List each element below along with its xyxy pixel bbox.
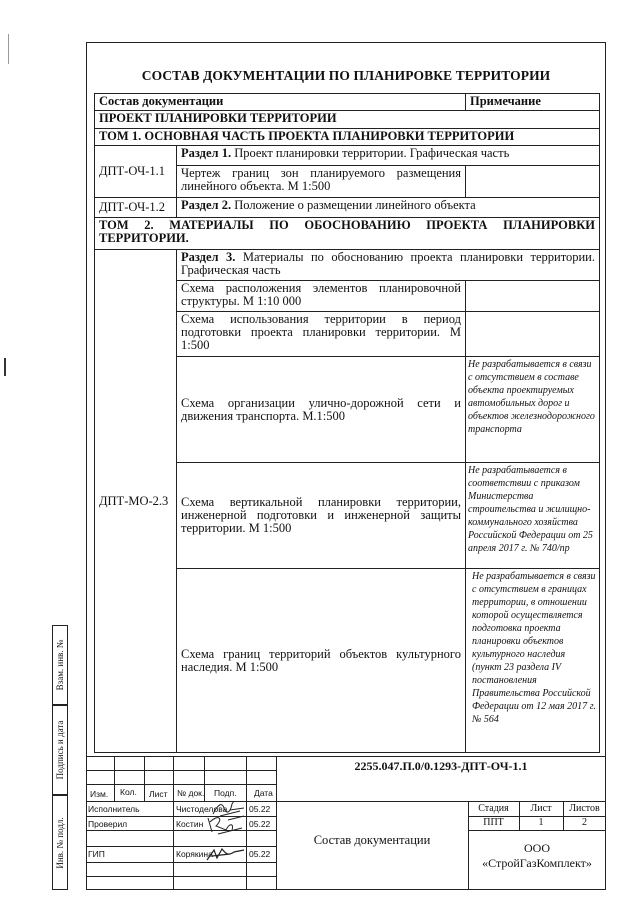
- page-title: СОСТАВ ДОКУМЕНТАЦИИ ПО ПЛАНИРОВКЕ ТЕРРИТОРИИ: [141, 68, 551, 83]
- tom2-heading: ТОМ 2. МАТЕРИАЛЫ ПО ОБОСНОВАНИЮ ПРОЕКТА ПЛАНИРОВКИ ТЕРРИТОРИИ.: [95, 218, 600, 250]
- section-heading: [177, 146, 600, 166]
- signature-2: [204, 812, 246, 836]
- section-text: Положение о размещении линейного объекта: [234, 198, 476, 212]
- stamp-role: Исполнитель: [88, 804, 140, 814]
- section-text: Проект планировки территории. Графическая часть: [234, 146, 510, 160]
- stage-value: ППТ: [483, 817, 504, 828]
- section-label: Раздел 1.: [181, 146, 232, 160]
- stamp-header: Подп.: [214, 788, 237, 798]
- section-label: Раздел 2.: [181, 198, 232, 212]
- organization-name: «СтройГазКомплект»: [482, 856, 592, 870]
- doc-code: ДПТ-ОЧ-1.2: [95, 198, 177, 218]
- doc-item-note: [466, 166, 600, 198]
- doc-item: Чертеж границ зон планируемого размещения линейного объекта. М 1:500: [177, 166, 466, 198]
- stage-label: Стадия: [478, 803, 509, 814]
- doc-item: Схема использования территории в период подготовки проекта планировки территории. М 1:500: [177, 312, 466, 357]
- stamp-header: № док.: [177, 788, 205, 798]
- side-field-podp: [52, 705, 68, 795]
- doc-item: Схема организации улично-дорожной сети и движения транспорта. М.1:500: [177, 357, 466, 463]
- section-heading: [177, 250, 600, 281]
- stamp-date: 05.22: [249, 804, 271, 814]
- side-label-vzam: Взам. инв. №: [55, 639, 65, 691]
- doc-item-note: Не разрабатывается в связи с отсутствием в составе объекта проектируемых автомобильных дорог и объектов железнодорожного транспорта: [466, 357, 600, 463]
- sheet-label: Лист: [530, 803, 552, 814]
- sheets-value: 2: [582, 817, 587, 828]
- margin-mark: [4, 358, 6, 376]
- stamp-person: Костин: [176, 819, 204, 829]
- document-name: Состав документации: [313, 833, 431, 847]
- doc-item: Схема границ территорий объектов культурного наследия. М 1:500: [177, 569, 466, 753]
- stamp-person: Корякина: [176, 849, 213, 859]
- side-label-inv: Инв. № подл.: [55, 816, 65, 869]
- section-label: Раздел 3.: [181, 250, 236, 264]
- stamp-person: Чистоделова: [176, 804, 228, 814]
- sheet-value: 1: [538, 817, 544, 828]
- stamp-date: 05.22: [249, 819, 271, 829]
- tom1-heading: ТОМ 1. ОСНОВНАЯ ЧАСТЬ ПРОЕКТА ПЛАНИРОВКИ ТЕРРИТОРИИ: [95, 129, 600, 146]
- doc-code: ДПТ-ОЧ-1.1: [95, 146, 177, 198]
- stamp-role: ГИП: [88, 849, 105, 859]
- header-note: Примечание: [466, 94, 600, 111]
- side-label-podp: Подпись и дата: [55, 720, 65, 780]
- sheets-label: Листов: [569, 803, 600, 814]
- side-field-vzam: [52, 625, 68, 705]
- project-heading: ПРОЕКТ ПЛАНИРОВКИ ТЕРРИТОРИИ: [95, 111, 600, 129]
- organization-form: ООО: [524, 841, 550, 855]
- doc-item-note: [466, 281, 600, 312]
- stamp-header: Лист: [149, 789, 168, 799]
- stamp-date: 05.22: [249, 849, 271, 859]
- margin-mark: [8, 34, 9, 64]
- stamp-header: Кол.: [120, 787, 137, 797]
- stamp-header: Дата: [254, 788, 273, 798]
- doc-item-note: [466, 312, 600, 357]
- section-text: Материалы по обоснованию проекта планировки территории. Графическая часть: [181, 250, 595, 277]
- signature-3: [204, 844, 246, 864]
- stamp-header: Изм.: [90, 789, 109, 799]
- document-code: 2255.047.П.0/0.1293-ДПТ-ОЧ-1.1: [354, 759, 528, 773]
- section-heading: [177, 198, 600, 218]
- doc-item-note: Не разрабатывается в соответствии с приказом Министерства строительства и жилищно-коммунального хозяйства Российской Федерации от 25 апреля 2017 г. № 740/пр: [466, 463, 600, 569]
- doc-code: ДПТ-МО-2.3: [95, 250, 177, 753]
- header-composition: Состав документации: [95, 94, 466, 111]
- side-field-inv: [52, 795, 68, 890]
- documentation-table: [94, 93, 600, 753]
- title-block: [86, 756, 606, 890]
- doc-item: Схема вертикальной планировки территории, инженерной подготовки и инженерной защиты территории. М 1:500: [177, 463, 466, 569]
- doc-item: Схема расположения элементов планировочной структуры. М 1:10 000: [177, 281, 466, 312]
- stamp-role: Проверил: [88, 819, 128, 829]
- doc-item-note: Не разрабатывается в связи с отсутствием в границах территории, в отношении которой осуществляется подготовка проекта планировки объектов культурного наследия (пункт 23 раздела IV постановления Правительства Российской Федерации от 12 мая 2017 г. № 564: [466, 569, 600, 753]
